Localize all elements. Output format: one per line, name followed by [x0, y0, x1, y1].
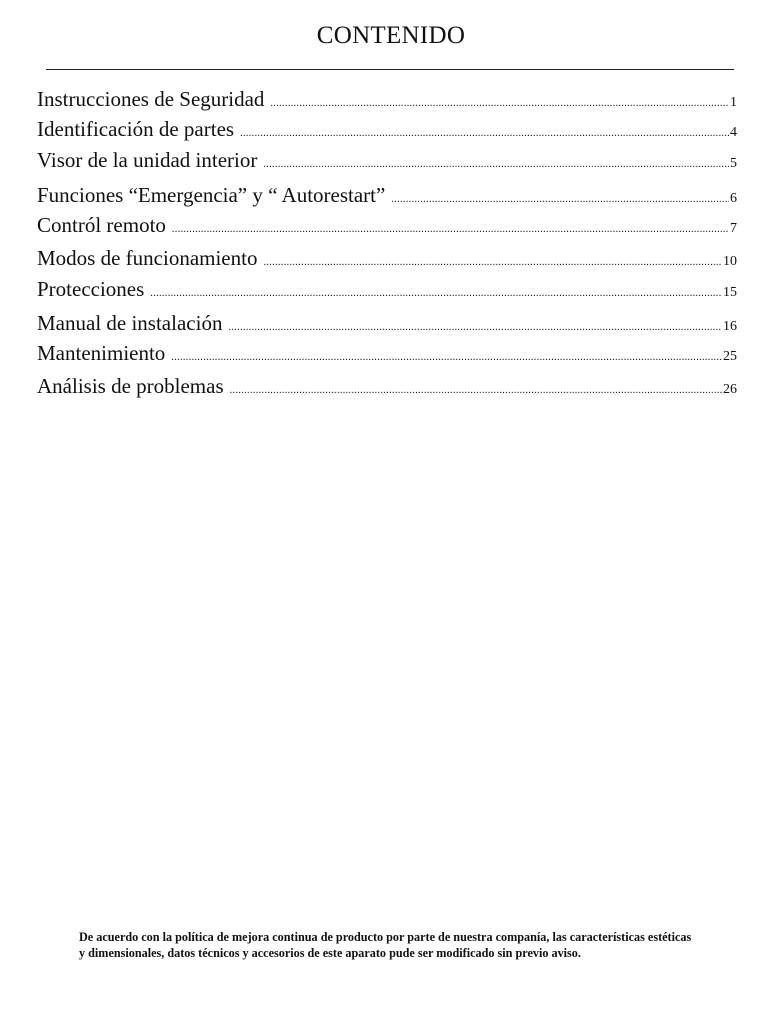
toc-entry-label: Visor de la unidad interior	[37, 148, 258, 172]
toc-page-number: 5	[730, 156, 737, 171]
toc-page-number: 25	[723, 349, 737, 364]
toc-dot-leader	[230, 378, 722, 404]
toc-entry-protecciones[interactable]	[37, 276, 737, 307]
disclaimer-footnote: De acuerdo con la política de mejora continua de producto por parte de nuestra companía, las características estéticas y dimensionales, datos técnicos y accesorios de este aparato pude ser modificado sin previo aviso.	[79, 930, 692, 960]
toc-entry-funciones-emergencia-autorestart[interactable]	[37, 182, 737, 213]
toc-entry-analisis-de-problemas[interactable]	[37, 373, 737, 404]
toc-page-number: 4	[730, 125, 737, 140]
toc-entry-label: Manual de instalación	[37, 311, 223, 335]
toc-dot-leader	[228, 315, 722, 341]
toc-entry-label: Protecciones	[37, 277, 145, 301]
toc-entry-label: Instrucciones de Seguridad	[37, 87, 265, 111]
table-of-contents	[0, 0, 768, 420]
toc-entry-instrucciones-de-seguridad[interactable]	[37, 86, 737, 117]
toc-entry-visor-de-la-unidad-interior[interactable]	[37, 147, 737, 178]
toc-dot-leader	[172, 217, 729, 243]
toc-dot-leader	[171, 345, 722, 371]
toc-entry-label: Identificación de partes	[37, 117, 235, 141]
toc-entry-label: Análisis de problemas	[37, 374, 224, 398]
toc-entry-manual-de-instalacion[interactable]	[37, 310, 737, 341]
toc-dot-leader	[263, 250, 722, 276]
toc-page-number: 7	[730, 221, 737, 236]
toc-dot-leader	[263, 152, 729, 178]
toc-entry-label: Modos de funcionamiento	[37, 246, 258, 270]
toc-entry-mantenimiento[interactable]	[37, 340, 737, 371]
toc-page-number: 15	[723, 285, 737, 300]
toc-page-number: 1	[730, 95, 737, 110]
toc-entry-identificacion-de-partes[interactable]	[37, 116, 737, 147]
toc-entry-label: Contról remoto	[37, 213, 166, 237]
toc-page-number: 16	[723, 319, 737, 334]
toc-dot-leader	[391, 187, 729, 213]
toc-page-number: 10	[723, 254, 737, 269]
toc-entry-control-remoto[interactable]	[37, 212, 737, 243]
toc-entry-label: Funciones “Emergencia” y “ Autorestart”	[37, 183, 386, 207]
page-title: CONTENIDO	[316, 22, 466, 49]
toc-page-number: 6	[730, 191, 737, 206]
toc-dot-leader	[240, 121, 729, 147]
toc-entry-modos-de-funcionamiento[interactable]	[37, 245, 737, 276]
toc-dot-leader	[150, 281, 722, 307]
toc-page-number: 26	[723, 382, 737, 397]
toc-entry-label: Mantenimiento	[37, 341, 166, 365]
toc-dot-leader	[270, 91, 729, 117]
